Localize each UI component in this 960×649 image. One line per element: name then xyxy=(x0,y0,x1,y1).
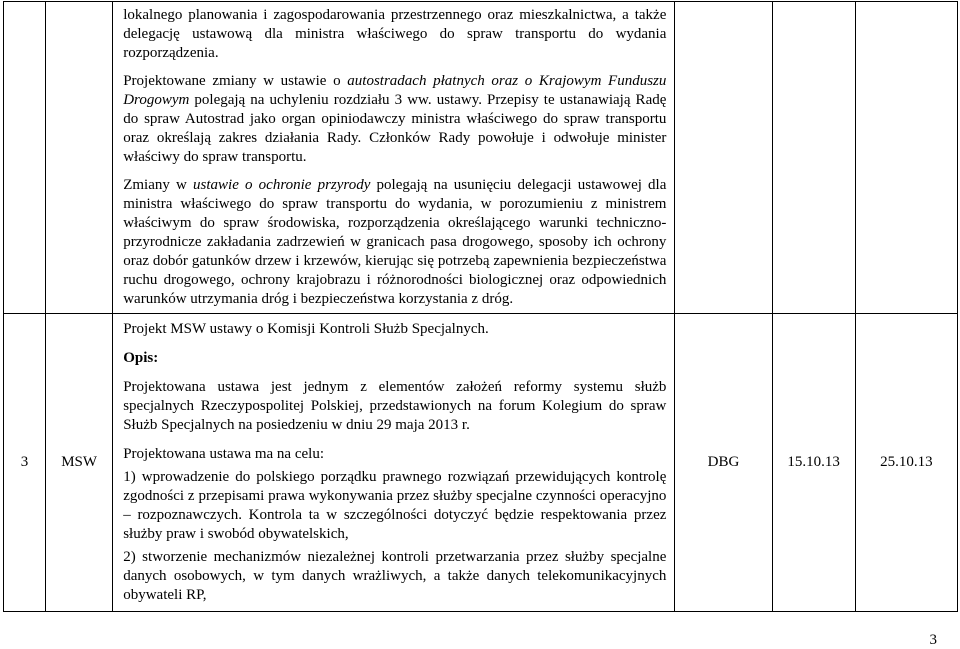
text-span: polegają na usunięciu delegacji ustawowej dla ministra właściwego do spraw transportu do wydania, w porozumieniu z ministrem właściwym do spraw środowiska, rozporządzenia określającego warunki techniczno-przyrodnicze zakładania zadrzewień w granicach pasa drogowego, sposoby ich ochrony oraz dobór gatunków drzew i krzewów, kierując się potrzebą zapewnienia bezpieczeństwa ruchu drogowego, ochrony krajobrazu i różnorodności biologicznej oraz odpowiednich warunków utrzymania dróg i bezpieczeństwa korzystania z dróg. xyxy=(123,177,667,307)
paragraph: Projektowana ustawa jest jednym z elementów założeń reformy systemu służb specjalnych Rzeczypospolitej Polskiej, przedstawionych na forum Kolegium do spraw Służb Specjalnych na posiedzeniu w dniu 29 maja 2013 r. xyxy=(123,379,667,433)
date1-cell xyxy=(772,2,855,314)
document-table xyxy=(3,1,958,612)
paragraph: 1) wprowadzenie do polskiego porządku prawnego rozwiązań przewidujących kontrolę zgodności z przepisami prawa wykonywania przez służby specjalne czynności operacyjno – rozpoznawczych. Kontrola ta w szczególności dotyczyć będzie respektowania przez służby praw i swobód obywatelskich, xyxy=(123,469,667,542)
text-span: Projektowane zmiany w ustawie o xyxy=(123,73,348,89)
paragraph: 2) stworzenie mechanizmów niezależnej kontroli przetwarzania przez służby specjalne danych osobowych, w tym danych wrażliwych, a także danych telekomunikacyjnych obywateli RP, xyxy=(123,549,667,603)
opis-label xyxy=(123,349,666,368)
paragraph: Projektowana ustawa ma na celu: xyxy=(123,446,324,462)
law-title-italic: ustawie o ochronie przyrody xyxy=(193,177,371,193)
unit-cell xyxy=(675,2,772,314)
date2-cell xyxy=(855,2,957,314)
number-cell xyxy=(4,2,46,314)
text-span: polegają na uchyleniu rozdziału 3 ww. ustawy. Przepisy te ustanawiają Radę do spraw Autostrad jako organ opiniodawczy ministra właściwego do spraw transportu oraz określają zakres działania Rady. Członków Rady powołuje i odwołuje minister właściwy do spraw transportu. xyxy=(123,92,667,165)
organ-cell xyxy=(46,2,113,314)
table-row xyxy=(4,314,958,612)
law-title-italic: autostradach płatnych oraz o Krajowym Funduszu Drogowym xyxy=(123,73,667,108)
text-span: Zmiany w xyxy=(123,177,194,193)
date-end: 25.10.13 xyxy=(855,314,957,612)
paragraph xyxy=(123,72,666,167)
row-number: 3 xyxy=(4,314,46,612)
project-title: Projekt MSW ustawy o Komisji Kontroli Służb Specjalnych. xyxy=(123,321,489,337)
paragraph xyxy=(123,176,666,309)
opis-label-text: Opis: xyxy=(123,350,159,366)
page-number: 3 xyxy=(929,632,937,648)
description-cell xyxy=(113,2,675,314)
paragraph: lokalnego planowania i zagospodarowania przestrzennego oraz mieszkalnictwa, a także delegację ustawową dla ministra właściwego do spraw transportu do wydania rozporządzenia. xyxy=(123,7,667,61)
description-cell xyxy=(113,314,675,612)
organ-name: MSW xyxy=(46,314,113,612)
unit-code: DBG xyxy=(675,314,772,612)
table-row xyxy=(4,2,958,314)
date-start: 15.10.13 xyxy=(772,314,855,612)
